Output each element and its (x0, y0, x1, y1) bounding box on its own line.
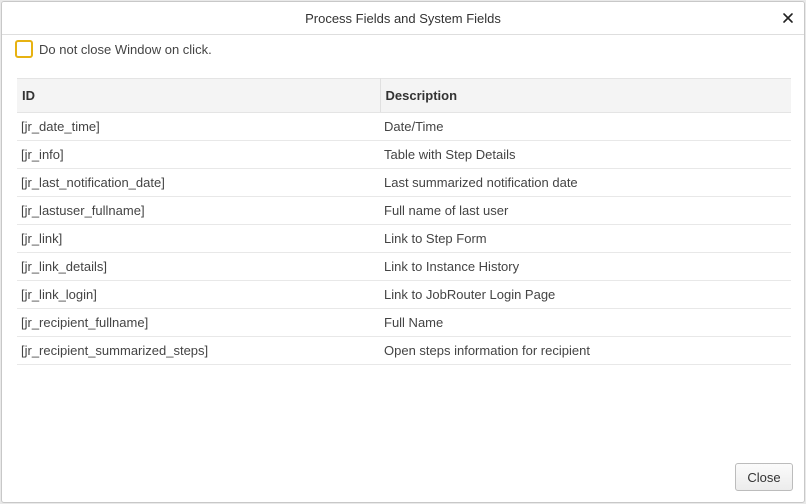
close-button[interactable]: Close (735, 463, 793, 491)
dialog-title: Process Fields and System Fields (305, 11, 501, 26)
table-row[interactable] (17, 169, 791, 197)
fields-table-container (17, 78, 791, 365)
table-header-row (17, 79, 791, 113)
cell-id[interactable]: [jr_recipient_summarized_steps] (17, 337, 380, 365)
table-row[interactable] (17, 281, 791, 309)
keep-open-label[interactable]: Do not close Window on click. (39, 41, 212, 57)
fields-dialog (1, 1, 805, 503)
fields-table (17, 78, 791, 365)
close-icon[interactable] (780, 10, 796, 26)
table-row[interactable] (17, 309, 791, 337)
dialog-titlebar (2, 2, 804, 35)
cell-description[interactable]: Full Name (380, 309, 791, 337)
cell-description[interactable]: Table with Step Details (380, 141, 791, 169)
cell-description[interactable]: Open steps information for recipient (380, 337, 791, 365)
cell-id[interactable]: [jr_link_details] (17, 253, 380, 281)
table-row[interactable] (17, 113, 791, 141)
table-row[interactable] (17, 225, 791, 253)
cell-id[interactable]: [jr_last_notification_date] (17, 169, 380, 197)
cell-description[interactable]: Link to JobRouter Login Page (380, 281, 791, 309)
cell-description[interactable]: Date/Time (380, 113, 791, 141)
keep-open-checkbox[interactable] (15, 40, 33, 58)
cell-id[interactable]: [jr_recipient_fullname] (17, 309, 380, 337)
cell-id[interactable]: [jr_info] (17, 141, 380, 169)
table-row[interactable] (17, 141, 791, 169)
column-header-description[interactable]: Description (380, 79, 791, 113)
cell-description[interactable]: Link to Instance History (380, 253, 791, 281)
table-row[interactable] (17, 197, 791, 225)
cell-description[interactable]: Link to Step Form (380, 225, 791, 253)
keep-open-option (15, 40, 212, 58)
cell-id[interactable]: [jr_link] (17, 225, 380, 253)
table-row[interactable] (17, 253, 791, 281)
cell-id[interactable]: [jr_lastuser_fullname] (17, 197, 380, 225)
cell-id[interactable]: [jr_link_login] (17, 281, 380, 309)
cell-description[interactable]: Full name of last user (380, 197, 791, 225)
table-row[interactable] (17, 337, 791, 365)
column-header-id[interactable]: ID (17, 79, 380, 113)
cell-id[interactable]: [jr_date_time] (17, 113, 380, 141)
cell-description[interactable]: Last summarized notification date (380, 169, 791, 197)
